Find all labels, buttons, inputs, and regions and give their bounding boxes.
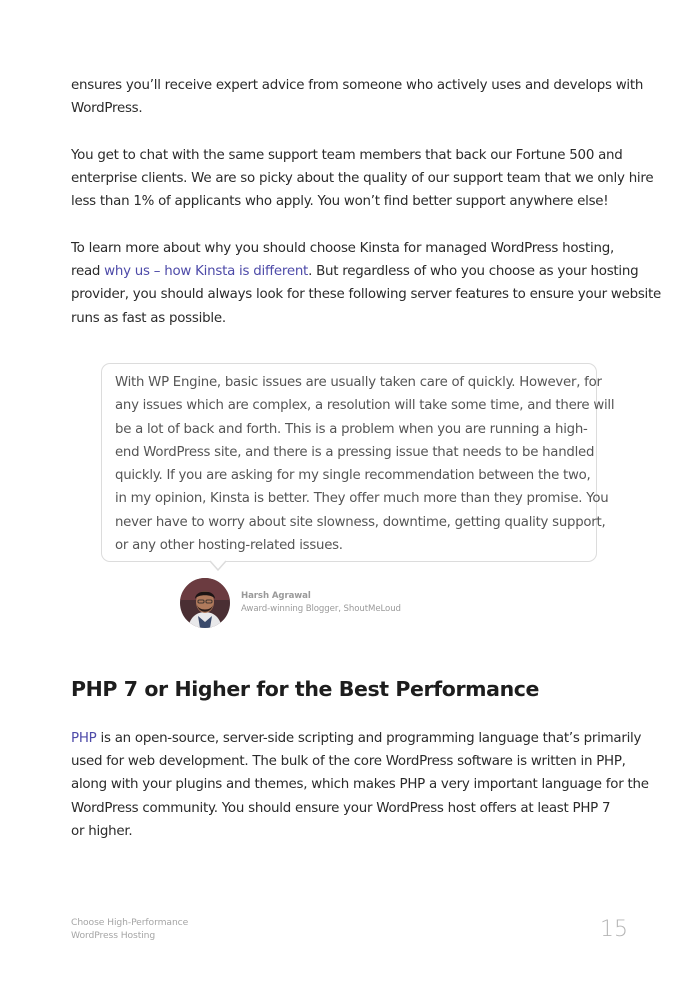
text-line: ensures you’ll receive expert advice from someone who actively uses and develops with	[71, 78, 644, 93]
text-line: WordPress community. You should ensure your WordPress host offers at least PHP 7	[71, 800, 611, 816]
text-line: You get to chat with the same support team members that back our Fortune 500 and	[71, 148, 623, 163]
section-heading: PHP 7 or Higher for the Best Performance	[71, 677, 540, 701]
quote-line: quickly. If you are asking for my single recommendation between the two,	[115, 468, 591, 484]
why-us-link[interactable]: why us – how Kinsta is different	[104, 264, 309, 280]
quote-line: be a lot of back and forth. This is a problem when you are running a high-	[115, 421, 588, 437]
footer-title-line: WordPress Hosting	[71, 930, 156, 941]
testimonial-text	[115, 371, 615, 557]
text-fragment: . But regardless of who you choose as your hosting	[308, 264, 639, 280]
text-line: or higher.	[71, 823, 133, 839]
text-line: used for web development. The bulk of the core WordPress software is written in PHP,	[71, 754, 626, 770]
testimonial-bubble	[101, 363, 615, 562]
text-line: along with your plugins and themes, which makes PHP a very important language for the	[71, 777, 649, 793]
text-line: runs as fast as possible.	[71, 310, 226, 326]
text-line	[71, 260, 639, 283]
paragraph-expert-advice	[71, 74, 644, 120]
text-fragment: read	[71, 264, 105, 280]
text-line: less than 1% of applicants who apply. You won’t find better support anywhere else!	[71, 194, 609, 210]
paragraph-learn-more	[71, 237, 662, 330]
footer-title-line: Choose High-Performance	[71, 917, 189, 928]
speech-tail-icon	[210, 560, 226, 571]
text-line: provider, you should always look for these following server features to ensure your website	[71, 287, 662, 303]
text-line: enterprise clients. We are so picky about the quality of our support team that we only hire	[71, 171, 654, 187]
text-line	[71, 727, 642, 750]
paragraph-php	[71, 727, 649, 843]
quote-line: any issues which are complex, a resolution will take some time, and there will	[115, 398, 615, 414]
quote-line: in my opinion, Kinsta is better. They offer much more than they promise. You	[115, 491, 609, 507]
text-line: WordPress.	[71, 101, 143, 117]
author-name: Harsh Agrawal	[241, 591, 311, 601]
paragraph-support-team	[71, 144, 654, 214]
php-link[interactable]: PHP	[71, 731, 97, 746]
text-fragment: is an open-source, server-side scripting and programming language that’s primarily	[96, 731, 642, 746]
author-title: Award-winning Blogger, ShoutMeLoud	[241, 604, 401, 614]
footer-document-title	[71, 916, 188, 942]
text-line: To learn more about why you should choose Kinsta for managed WordPress hosting,	[71, 241, 614, 256]
quote-line: never have to worry about site slowness, downtime, getting quality support,	[115, 514, 606, 530]
page-number: 15	[600, 917, 628, 942]
quote-line: end WordPress site, and there is a pressing issue that needs to be handled	[115, 444, 595, 460]
quote-line: With WP Engine, basic issues are usually taken care of quickly. However, for	[115, 375, 602, 390]
author-avatar	[180, 578, 230, 628]
quote-line: or any other hosting-related issues.	[115, 538, 343, 554]
person-portrait-icon	[180, 578, 230, 628]
